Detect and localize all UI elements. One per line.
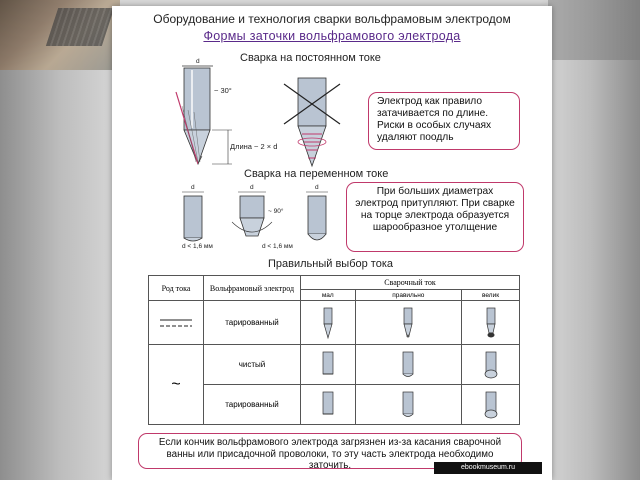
ac-d-label-3: d <box>315 184 319 191</box>
flat-big-icon <box>483 350 499 380</box>
flat-right-icon <box>400 390 416 420</box>
dc-wrong-electrode-diagram <box>284 78 340 166</box>
th-electrode: Вольфрамовый электрод <box>204 276 301 301</box>
flat-right-icon <box>400 350 416 380</box>
footer-note: Если кончик вольфрамового электрода загрязнен из-за касания сварочной ванны или присадочной проволоки, то эту часть электрода необходимо заточить. <box>138 433 522 469</box>
th-current-kind: Род тока <box>149 276 204 301</box>
icon-cell <box>462 301 520 345</box>
watermark: ebookmuseum.ru <box>434 462 542 474</box>
icon-cell <box>301 301 356 345</box>
ac-d-label-2: d <box>250 184 254 191</box>
th-high: велик <box>462 290 520 301</box>
ac-caption-right: d < 1,6 мм <box>262 243 293 250</box>
table-row <box>149 385 520 425</box>
icon-cell <box>462 345 520 385</box>
th-right: правильно <box>355 290 462 301</box>
icon-cell <box>301 345 356 385</box>
keyboard-image <box>46 8 114 46</box>
th-welding-current: Сварочный ток <box>301 276 520 290</box>
dc-length-label: Длина ~ 2 × d <box>230 142 278 151</box>
icon-cell <box>462 385 520 425</box>
dc-symbol <box>149 301 204 345</box>
ac-electrode-thin <box>182 192 204 241</box>
electrode-cell: тарированный <box>204 385 301 425</box>
ac-caption-left: d < 1,6 мм <box>182 243 213 250</box>
flat-small-icon <box>320 350 336 380</box>
dc-note-box: Электрод как правило затачивается по длине. Риски в особых случаях удаляют поодль <box>368 92 520 150</box>
table-row <box>149 345 520 385</box>
dc-d-label: d <box>196 58 200 65</box>
choice-heading: Правильный выбор тока <box>268 258 394 270</box>
dc-heading: Сварка на постоянном токе <box>240 52 381 64</box>
th-low: мал <box>301 290 356 301</box>
ac-d-label-1: d <box>191 184 195 191</box>
icon-cell <box>355 345 462 385</box>
electrode-cell: чистый <box>204 345 301 385</box>
icon-cell <box>355 301 462 345</box>
ac-electrode-ball <box>306 192 328 240</box>
icon-cell <box>301 385 356 425</box>
dc-angle-label: ~ 30° <box>214 86 232 95</box>
current-choice-table <box>148 275 520 425</box>
ac-note-box: При больших диаметрах электрод притупляют. При сварке на торце электрода образуется шарообразное утолщение <box>346 182 524 252</box>
ac-heading: Сварка на переменном токе <box>244 168 389 180</box>
cone-big-icon <box>483 306 499 340</box>
page-title: Оборудование и технология сварки вольфрамовым электродом <box>153 12 511 26</box>
corner-photo <box>0 0 120 70</box>
table-row <box>149 301 520 345</box>
ac-symbol: ~ <box>149 345 204 425</box>
flat-big-icon <box>483 390 499 420</box>
icon-cell <box>355 385 462 425</box>
page-subtitle: Формы заточки вольфрамового электрода <box>203 29 461 43</box>
document-sheet <box>112 6 552 480</box>
ac-angle-label: ~ 90° <box>268 208 284 215</box>
ac-electrode-blunt <box>232 192 272 236</box>
corner-photo-right <box>548 0 640 60</box>
cone-small-icon <box>320 306 336 340</box>
electrode-cell: тарированный <box>204 301 301 345</box>
dc-electrode-diagram <box>176 66 232 164</box>
flat-small-icon <box>320 390 336 420</box>
dc-symbol-icon <box>158 316 194 330</box>
cone-right-icon <box>400 306 416 340</box>
